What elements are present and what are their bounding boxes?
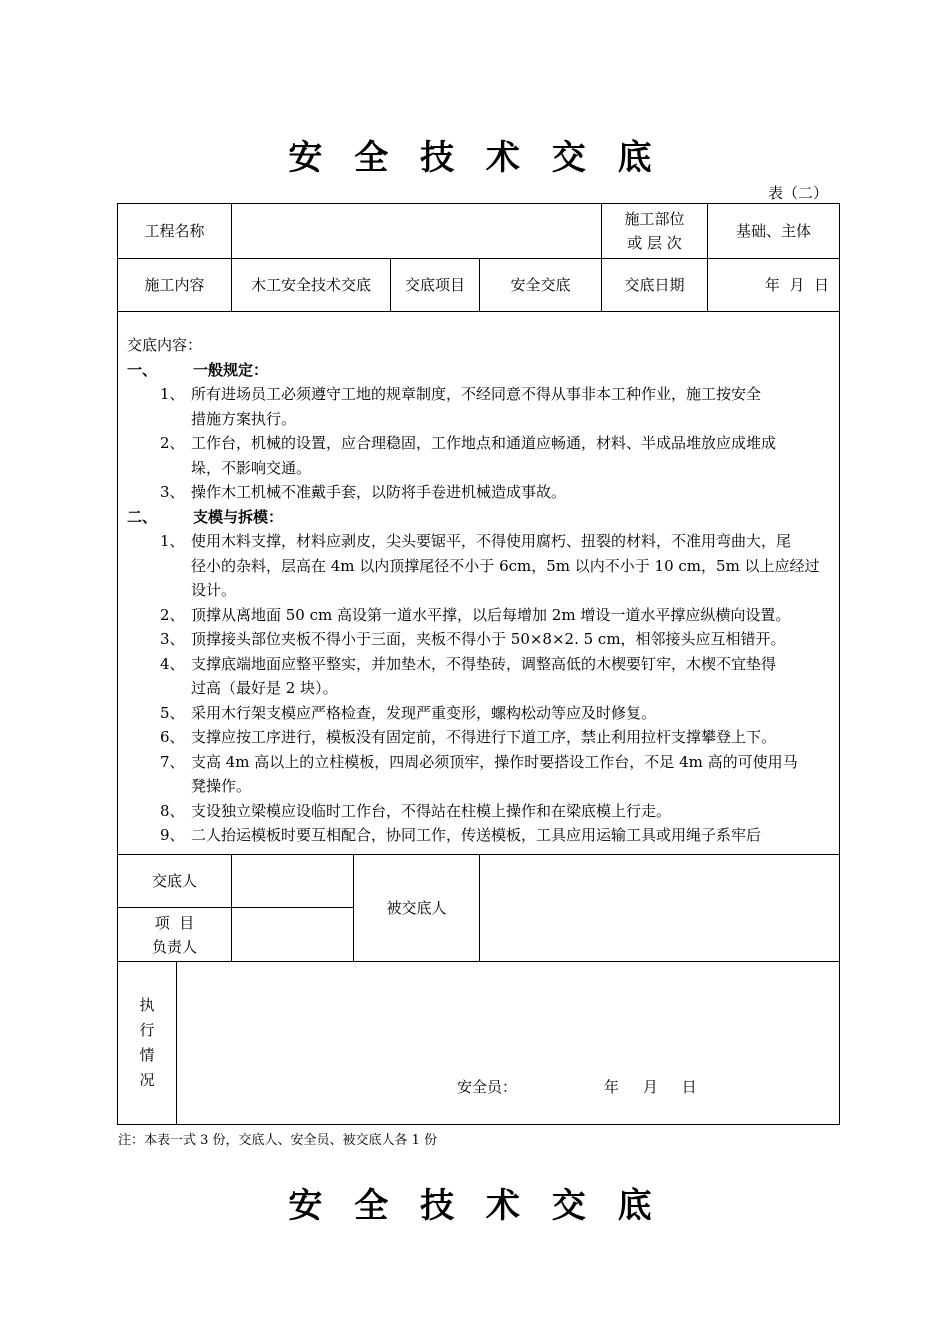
list-item-text: 支撑底端地面应整平整实，并加垫木，不得垫砖，调整高低的木楔要钉牢，木楔不宜垫得: [191, 654, 777, 673]
project-name-label: 工程名称: [117, 203, 232, 259]
disclosure-content: [117, 311, 840, 855]
list-item-text: 垛，不影响交通。: [191, 458, 312, 477]
safety-officer-label: 安全员：: [457, 1078, 518, 1096]
list-item-text: 过高（最好是 2 块）。: [191, 679, 338, 697]
execution-label-char: 情: [139, 1046, 155, 1064]
manager-label: [117, 907, 232, 962]
list-item-number: 9、: [160, 826, 185, 844]
list-item-number: 4、: [160, 654, 185, 673]
location-value: 基础、主体: [707, 203, 840, 259]
execution-label-char: 行: [139, 1021, 155, 1039]
location-label-line2: 或 层 次: [627, 234, 682, 252]
list-item-text: 使用木料支撑，材料应剥皮，尖头要锯平，不得使用腐朽、扭裂的材料，不准用弯曲大，尾: [191, 532, 792, 550]
date-label: 交底日期: [601, 258, 708, 312]
list-item-number: 5、: [160, 703, 185, 722]
list-item-text: 支设独立梁模应设临时工作台，不得站在柱模上操作和在梁底模上行走。: [191, 801, 672, 820]
list-item-number: 2、: [160, 605, 185, 624]
manager-value: [231, 907, 354, 962]
list-item-text: 支撑应按工序进行，模板没有固定前，不得进行下道工序，禁止利用拉杆支撑攀登上下。: [191, 728, 777, 746]
list-item-number: 6、: [160, 728, 185, 746]
discloser-label: 交底人: [117, 854, 232, 908]
form-number: 表（二）: [767, 184, 828, 202]
list-item: [127, 823, 831, 848]
formwork-rules-list: [127, 529, 831, 848]
location-label-line1: 施工部位: [624, 210, 685, 228]
date-value: 年 月 日: [707, 258, 840, 312]
recipient-label: 被交底人: [353, 854, 480, 962]
list-item: [127, 701, 831, 726]
list-item-number: 7、: [160, 752, 185, 771]
list-item: [127, 652, 831, 701]
discloser-value: [231, 854, 354, 908]
content-label: 施工内容: [117, 258, 232, 312]
list-item-text: 凳操作。: [191, 777, 252, 795]
section-title: 一般规定：: [193, 360, 269, 379]
list-item-number: 1、: [160, 385, 185, 403]
general-rules-list: [127, 382, 831, 505]
content-value: 木工安全技术交底: [231, 258, 391, 312]
footnote: 注：本表一式 3 份，交底人、安全员、被交底人各 1 份: [118, 1133, 438, 1148]
content-intro: 交底内容：: [127, 336, 203, 354]
project-name-value: [231, 203, 602, 259]
list-item-text: 所有进场员工必须遵守工地的规章制度，不经同意不得从事非本工种作业，施工按安全: [191, 385, 762, 403]
list-item-number: 1、: [160, 532, 185, 550]
list-item: [127, 603, 831, 628]
recipient-value: [479, 854, 840, 962]
manager-label-line2: 负责人: [151, 937, 197, 956]
execution-status-area: [176, 961, 840, 1125]
list-item-number: 3、: [160, 483, 185, 501]
manager-label-line1: 项 目: [154, 913, 195, 932]
document-title: 安 全 技 术 交 底: [288, 138, 662, 178]
next-page-title: 安 全 技 术 交 底: [288, 1186, 662, 1226]
list-item-text: 措施方案执行。: [191, 409, 297, 428]
list-item-text: 工作台，机械的设置，应合理稳固，工作地点和通道应畅通，材料、半成品堆放应成堆成: [191, 434, 777, 452]
item-label: 交底项目: [390, 258, 480, 312]
item-value: 安全交底: [479, 258, 602, 312]
list-item: [127, 529, 831, 603]
list-item: [127, 799, 831, 824]
list-item-text: 操作木工机械不准戴手套，以防将手卷进机械造成事故。: [191, 483, 567, 501]
list-item-number: 2、: [160, 434, 185, 452]
list-item-text: 顶撑接头部位夹板不得小于三面，夹板不得小于 50×8×2. 5 cm，相邻接头应互相错开。: [191, 630, 786, 648]
section-heading: [127, 358, 831, 383]
list-item: [127, 627, 831, 652]
list-item-number: 8、: [160, 801, 185, 820]
list-item-number: 3、: [160, 630, 185, 648]
execution-label: [117, 961, 177, 1125]
section-number: 一、: [127, 360, 158, 379]
section-number: 二、: [127, 507, 158, 526]
list-item: [127, 480, 831, 505]
list-item-text: 径小的杂料，层高在 4m 以内顶撑尾径不小于 6cm，5m 以内不小于 10 cm，5m 以上应经过: [191, 556, 820, 575]
list-item: [127, 431, 831, 480]
execution-label-char: 执: [139, 996, 155, 1014]
execution-label-char: 况: [139, 1071, 155, 1089]
location-label: [601, 203, 708, 259]
list-item: [127, 725, 831, 750]
safety-officer-date: 年 月 日: [604, 1078, 697, 1096]
list-item-text: 二人抬运模板时要互相配合，协同工作，传送模板，工具应用运输工具或用绳子系牢后: [191, 826, 762, 844]
list-item: [127, 382, 831, 431]
list-item: [127, 750, 831, 799]
section-title: 支模与拆模：: [193, 507, 284, 526]
section-heading: [127, 505, 831, 530]
list-item-text: 顶撑从离地面 50 cm 高设第一道水平撑，以后每增加 2m 增设一道水平撑应纵横向设置。: [191, 605, 791, 624]
list-item-text: 设计。: [191, 581, 237, 599]
list-item-text: 支高 4m 高以上的立柱模板，四周必须顶牢，操作时要搭设工作台，不足 4m 高的可使用马: [191, 752, 798, 771]
list-item-text: 采用木行架支模应严格检查，发现严重变形，螺构松动等应及时修复。: [191, 703, 657, 722]
